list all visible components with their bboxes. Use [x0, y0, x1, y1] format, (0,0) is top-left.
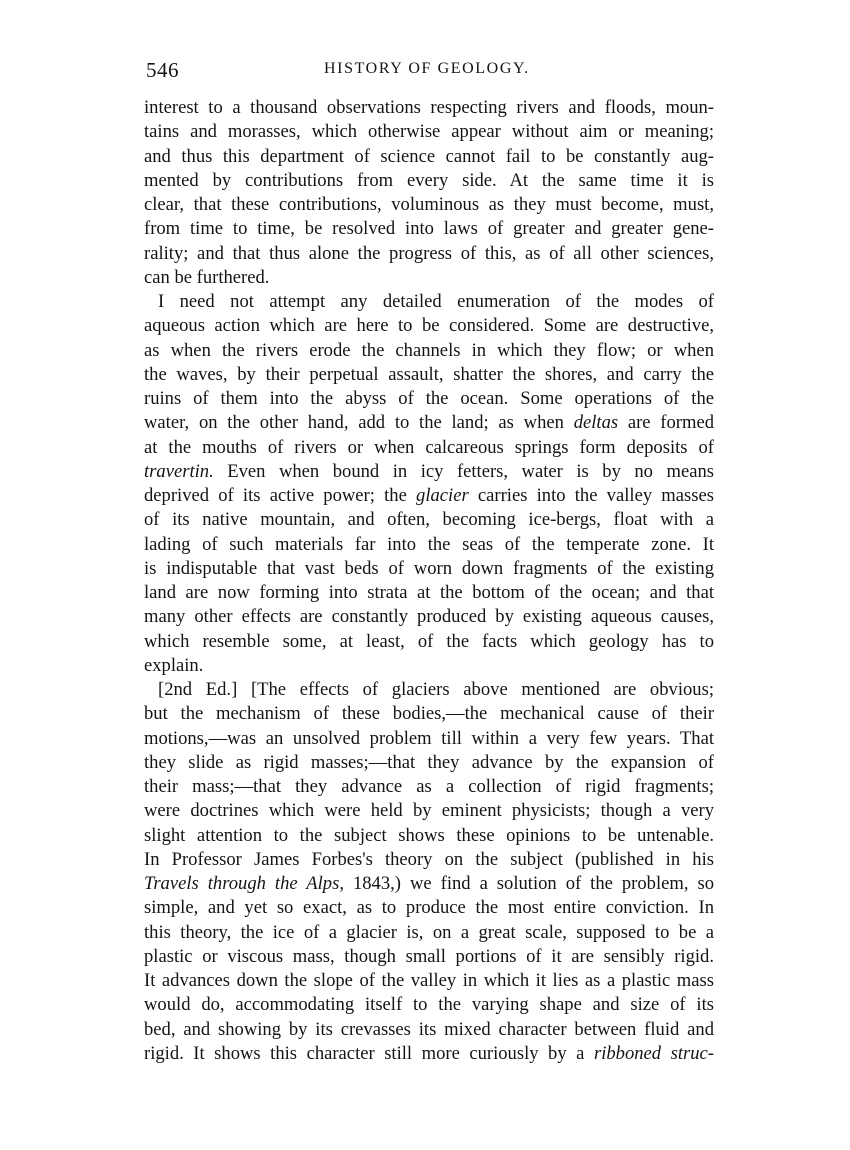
text-line — [144, 824, 714, 848]
line-text: clear, that these contributions, voluminous as they must become, must, — [144, 194, 714, 215]
line-text: water, on the other hand, add to the land; as when — [144, 412, 574, 434]
text-line — [144, 945, 714, 969]
text-line — [144, 339, 714, 363]
text-line — [144, 193, 714, 217]
line-text: were doctrines which were held by eminent physicists; though a very — [144, 800, 714, 822]
text-line — [144, 799, 714, 823]
text-line — [144, 605, 714, 629]
line-text: are formed — [618, 412, 714, 434]
line-text: slight attention to the subject shows these opinions to be untenable. — [144, 824, 714, 846]
text-line — [144, 96, 714, 120]
line-text: plastic or viscous mass, though small portions of it are sensibly rigid. — [144, 945, 714, 967]
text-line — [144, 848, 714, 872]
line-text: from time to time, be resolved into laws of greater and greater gene- — [144, 218, 714, 240]
text-line — [144, 145, 714, 169]
line-text: motions,—was an unsolved problem till within a very few years. That — [144, 727, 714, 749]
text-line — [144, 436, 714, 460]
text-line — [144, 751, 714, 775]
line-text: can be furthered. — [144, 266, 270, 288]
line-text: In Professor James Forbes's theory on the subject (published in his — [144, 848, 714, 870]
line-text: bed, and showing by its crevasses its mixed character between fluid and — [144, 1018, 714, 1040]
line-text: I need not attempt any detailed enumeration of the modes of — [158, 291, 714, 312]
line-text: tains and morasses, which otherwise appear without aim or meaning; — [144, 121, 714, 143]
line-text: interest to a thousand observations respecting rivers and floods, moun- — [144, 97, 714, 118]
italic-term: glacier — [416, 485, 469, 506]
running-title: HISTORY OF GEOLOGY. — [324, 60, 530, 77]
line-text: explain. — [144, 654, 204, 676]
line-text: land are now forming into strata at the bottom of the ocean; and that — [144, 582, 714, 603]
line-text: at the mouths of rivers or when calcareous springs form deposits of — [144, 436, 714, 458]
line-text: rigid. It shows this character still more curiously by a — [144, 1042, 594, 1064]
line-text: carries into the valley masses — [468, 485, 714, 506]
text-line — [144, 557, 714, 581]
text-line — [144, 702, 714, 726]
line-text: their mass;—that they advance as a collection of rigid fragments; — [144, 776, 714, 797]
italic-term: deltas — [573, 412, 619, 434]
line-text: the waves, by their perpetual assault, shatter the shores, and carry the — [144, 363, 714, 385]
text-line — [144, 678, 714, 702]
text-line — [144, 654, 714, 678]
italic-term: Travels through the Alps, — [144, 873, 344, 894]
text-line — [144, 896, 714, 920]
text-line — [144, 775, 714, 799]
line-text: lading of such materials far into the seas of the temperate zone. It — [144, 533, 714, 555]
text-line — [144, 969, 714, 993]
text-line — [144, 533, 714, 557]
text-line — [144, 508, 714, 532]
text-line — [144, 387, 714, 411]
text-line — [144, 1042, 714, 1066]
line-text: they slide as rigid masses;—that they advance by the expansion of — [144, 751, 714, 773]
line-text: rality; and that thus alone the progress of this, as of all other sciences, — [144, 242, 714, 264]
text-line — [144, 242, 714, 266]
text-line — [144, 921, 714, 945]
text-line — [144, 314, 714, 338]
text-line — [144, 290, 714, 314]
text-line — [144, 993, 714, 1017]
line-text: this theory, the ice of a glacier is, on a great scale, supposed to be a — [144, 921, 714, 943]
text-line — [144, 872, 714, 896]
body-text — [144, 96, 714, 1066]
line-text: Even when bound in icy fetters, water is by no means — [213, 460, 714, 482]
line-text: which resemble some, at least, of the facts which geology has to — [144, 630, 714, 652]
italic-term: ribboned struc- — [593, 1042, 714, 1064]
text-line — [144, 169, 714, 193]
line-text: ruins of them into the abyss of the ocean. Some operations of the — [144, 388, 714, 409]
line-text: mented by contributions from every side. At the same time it is — [144, 169, 714, 191]
running-head — [146, 58, 716, 88]
page-number: 546 — [146, 58, 179, 82]
text-line — [144, 266, 714, 290]
line-text: 1843,) we find a solution of the problem, so — [343, 873, 714, 894]
line-text: [2nd Ed.] [The effects of glaciers above mentioned are obvious; — [158, 679, 714, 700]
text-line — [144, 630, 714, 654]
text-line — [144, 363, 714, 387]
text-line — [144, 484, 714, 508]
line-text: aqueous action which are here to be considered. Some are destructive, — [144, 315, 714, 337]
text-line — [144, 411, 714, 435]
line-text: but the mechanism of these bodies,—the mechanical cause of their — [144, 703, 714, 725]
line-text: deprived of its active power; the — [144, 485, 417, 506]
line-text: is indisputable that vast beds of worn down fragments of the existing — [144, 557, 714, 579]
line-text: as when the rivers erode the channels in which they flow; or when — [144, 339, 714, 361]
text-line — [144, 581, 714, 605]
line-text: simple, and yet so exact, as to produce the most entire conviction. In — [144, 897, 714, 919]
line-text: would do, accommodating itself to the varying shape and size of its — [144, 994, 714, 1016]
line-text: It advances down the slope of the valley in which it lies as a plastic mass — [144, 970, 714, 991]
line-text: many other effects are constantly produced by existing aqueous causes, — [144, 606, 714, 628]
italic-term: travertin. — [144, 460, 214, 482]
text-line — [144, 1018, 714, 1042]
line-text: and thus this department of science cannot fail to be constantly aug- — [144, 145, 714, 167]
text-line — [144, 217, 714, 241]
text-line — [144, 727, 714, 751]
text-line — [144, 120, 714, 144]
text-line — [144, 460, 714, 484]
line-text: of its native mountain, and often, becoming ice-bergs, float with a — [144, 509, 714, 531]
